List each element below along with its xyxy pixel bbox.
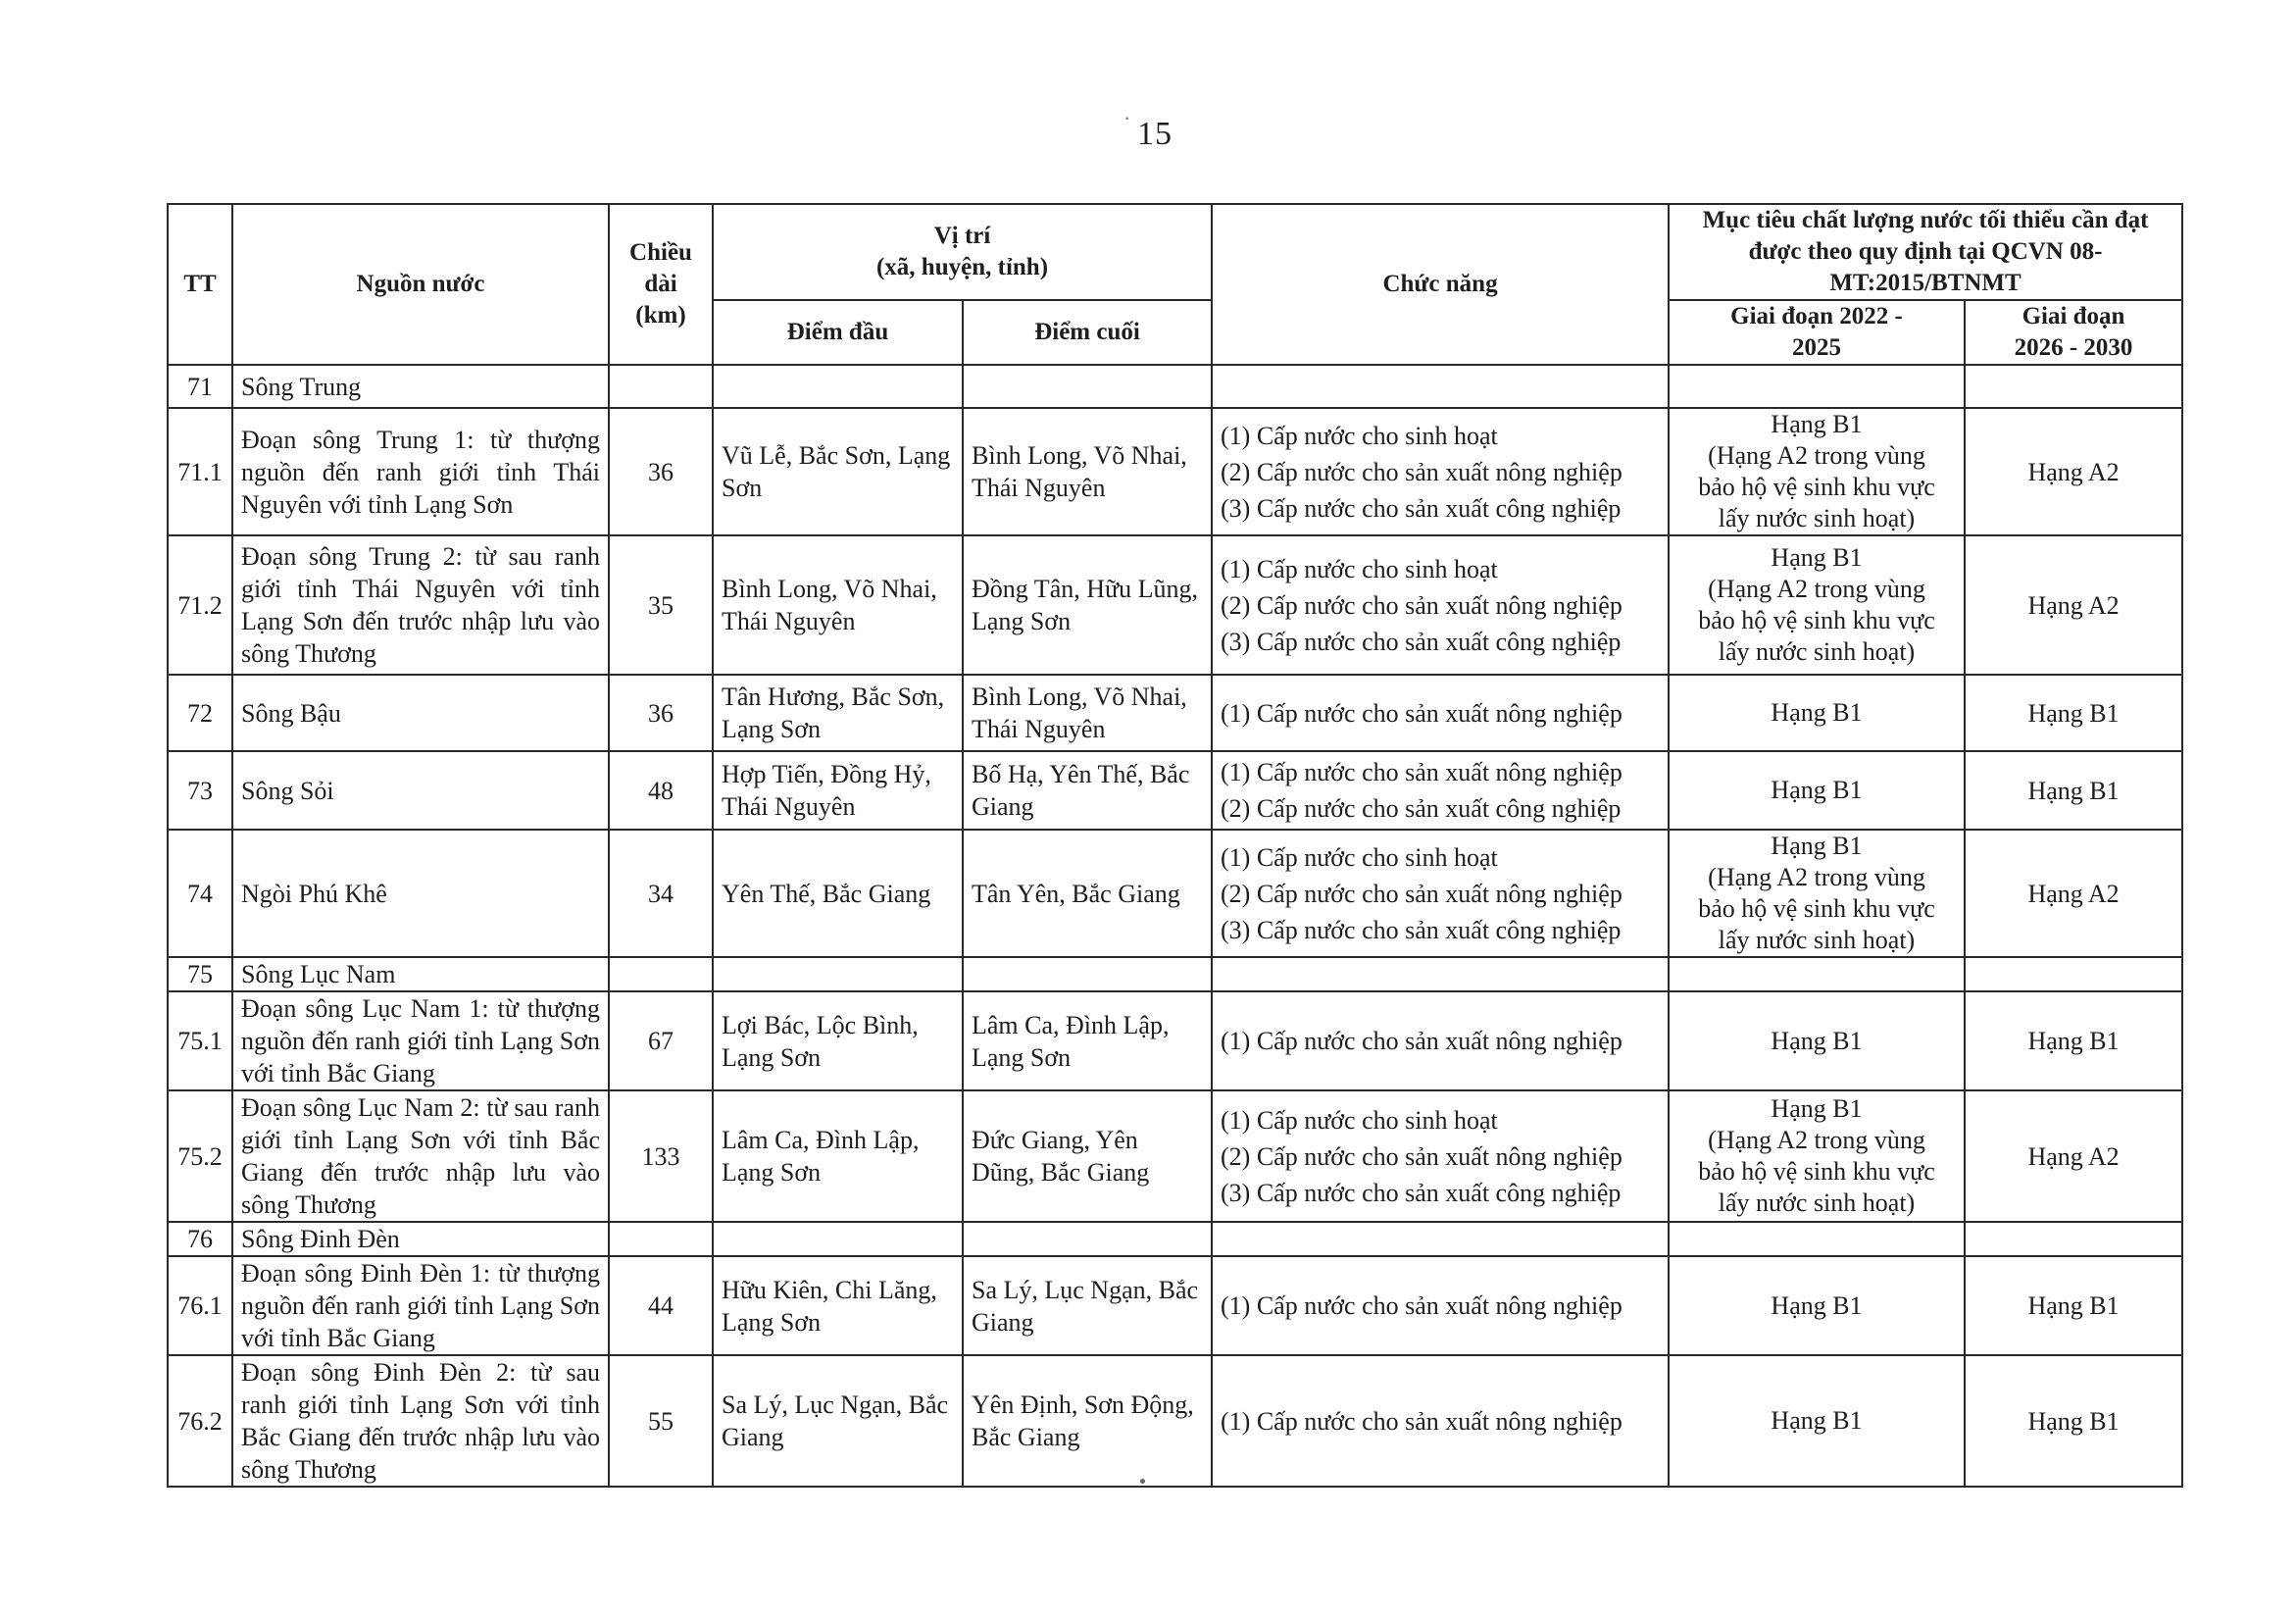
cell-empty: [1212, 365, 1669, 408]
function-item: (2) Cấp nước cho sản xuất nông nghiệp: [1221, 1141, 1622, 1171]
cell-phase2: Hạng B1: [1965, 991, 2182, 1090]
cell-empty: [1669, 1222, 1965, 1256]
cell-function: [1212, 1090, 1669, 1222]
function-item: (1) Cấp nước cho sản xuất nông nghiệp: [1221, 1027, 1622, 1055]
cell-empty: [1669, 957, 1965, 991]
cell-length: 44: [609, 1256, 713, 1355]
header-location: [713, 204, 1212, 300]
cell-function: [1212, 991, 1669, 1090]
cell-phase2: Hạng A2: [1965, 535, 2182, 675]
cell-tt: 71.2: [168, 535, 232, 675]
cell-end: Tân Yên, Bắc Giang: [963, 830, 1212, 957]
cell-source-name: Đoạn sông Đinh Đèn 1: từ thượng nguồn đến ranh giới tỉnh Lạng Sơn với tỉnh Bắc Giang: [232, 1256, 609, 1355]
function-item: (2) Cấp nước cho sản xuất nông nghiệp: [1221, 879, 1622, 908]
cell-empty: [1965, 365, 2182, 408]
cell-start: Tân Hương, Bắc Sơn, Lạng Sơn: [713, 675, 963, 751]
cell-source-name: Đoạn sông Trung 2: từ sau ranh giới tỉnh Thái Nguyên với tỉnh Lạng Sơn đến trước nhập lưu vào sông Thương: [232, 535, 609, 675]
cell-tt: 76.2: [168, 1355, 232, 1487]
cell-phase2: Hạng B1: [1965, 675, 2182, 751]
phase1-line: lấy nước sinh hoạt): [1718, 637, 1916, 666]
table-row: [168, 751, 2182, 830]
cell-empty: [713, 365, 963, 408]
cell-function: [1212, 1355, 1669, 1487]
cell-phase2: Hạng B1: [1965, 751, 2182, 830]
cell-empty: [609, 957, 713, 991]
function-item: (3) Cấp nước cho sản xuất công nghiệp: [1221, 627, 1622, 656]
cell-empty: [1212, 1222, 1669, 1256]
cell-empty: [713, 957, 963, 991]
cell-length: 35: [609, 535, 713, 675]
phase1-line: bảo hộ vệ sinh khu vực: [1698, 894, 1935, 923]
cell-source-name: Đoạn sông Đinh Đèn 2: từ sau ranh giới tỉnh Lạng Sơn với tỉnh Bắc Giang đến trước nhập lưu vào sông Thương: [232, 1355, 609, 1487]
cell-tt: 74: [168, 830, 232, 957]
header-end: Điểm cuối: [963, 300, 1212, 365]
phase1-line: (Hạng A2 trong vùng: [1708, 1126, 1925, 1154]
phase1-line: (Hạng A2 trong vùng: [1708, 441, 1925, 470]
cell-tt: 76: [168, 1222, 232, 1256]
phase1-line: lấy nước sinh hoạt): [1718, 926, 1916, 954]
cell-end: Đức Giang, Yên Dũng, Bắc Giang: [963, 1090, 1212, 1222]
cell-source-name: Ngòi Phú Khê: [232, 830, 609, 957]
cell-phase1: [1669, 1256, 1965, 1355]
phase1-line: Hạng B1: [1771, 776, 1863, 804]
cell-start: Hữu Kiên, Chi Lăng, Lạng Sơn: [713, 1256, 963, 1355]
cell-source-name: Sông Lục Nam: [232, 957, 609, 991]
cell-length: 67: [609, 991, 713, 1090]
cell-end: Bố Hạ, Yên Thế, Bắc Giang: [963, 751, 1212, 830]
cell-tt: 75: [168, 957, 232, 991]
cell-tt: 75.1: [168, 991, 232, 1090]
header-location-title: Vị trí: [933, 223, 991, 249]
phase1-line: Hạng B1: [1771, 543, 1863, 572]
cell-function: [1212, 1256, 1669, 1355]
cell-phase2: Hạng B1: [1965, 1355, 2182, 1487]
phase1-line: Hạng B1: [1771, 1406, 1863, 1435]
phase1-line: bảo hộ vệ sinh khu vực: [1698, 473, 1935, 501]
cell-tt: 71: [168, 365, 232, 408]
cell-source-name: Sông Bậu: [232, 675, 609, 751]
cell-start: Hợp Tiến, Đồng Hỷ, Thái Nguyên: [713, 751, 963, 830]
cell-start: Bình Long, Võ Nhai, Thái Nguyên: [713, 535, 963, 675]
phase1-line: bảo hộ vệ sinh khu vực: [1698, 606, 1935, 634]
cell-length: 36: [609, 408, 713, 535]
function-item: (3) Cấp nước cho sản xuất công nghiệp: [1221, 1178, 1622, 1207]
phase1-line: Hạng B1: [1771, 1094, 1863, 1123]
function-item: (1) Cấp nước cho sinh hoạt: [1221, 554, 1498, 583]
cell-length: 55: [609, 1355, 713, 1487]
cell-length: 133: [609, 1090, 713, 1222]
table-row: [168, 991, 2182, 1090]
table-body: [168, 365, 2182, 1487]
cell-phase1: [1669, 535, 1965, 675]
function-item: (3) Cấp nước cho sản xuất công nghiệp: [1221, 915, 1622, 944]
phase1-line: Hạng B1: [1771, 1026, 1863, 1055]
function-item: (1) Cấp nước cho sinh hoạt: [1221, 1105, 1498, 1135]
cell-phase1: [1669, 830, 1965, 957]
header-length: Chiều dài (km): [609, 204, 713, 365]
page-number: · 15: [1137, 116, 1173, 153]
cell-length: 48: [609, 751, 713, 830]
function-item: (1) Cấp nước cho sinh hoạt: [1221, 842, 1498, 872]
function-item: (1) Cấp nước cho sinh hoạt: [1221, 421, 1498, 450]
cell-phase2: Hạng B1: [1965, 1256, 2182, 1355]
header-phase1: Giai đoạn 2022 - 2025: [1669, 300, 1965, 365]
cell-length: 36: [609, 675, 713, 751]
table-row: [168, 675, 2182, 751]
table-row: [168, 957, 2182, 991]
water-quality-table: [167, 203, 2183, 1488]
cell-phase1: [1669, 1355, 1965, 1487]
cell-start: Lâm Ca, Đình Lập, Lạng Sơn: [713, 1090, 963, 1222]
cell-phase1: [1669, 408, 1965, 535]
cell-phase2: Hạng A2: [1965, 1090, 2182, 1222]
phase1-line: Hạng B1: [1771, 698, 1863, 727]
function-item: (3) Cấp nước cho sản xuất công nghiệp: [1221, 493, 1622, 523]
cell-empty: [963, 1222, 1212, 1256]
phase1-line: lấy nước sinh hoạt): [1718, 504, 1916, 532]
cell-function: [1212, 535, 1669, 675]
cell-source-name: Đoạn sông Lục Nam 1: từ thượng nguồn đến ranh giới tỉnh Lạng Sơn với tỉnh Bắc Giang: [232, 991, 609, 1090]
phase1-line: lấy nước sinh hoạt): [1718, 1188, 1916, 1217]
cell-empty: [1965, 1222, 2182, 1256]
cell-tt: 76.1: [168, 1256, 232, 1355]
phase1-line: Hạng B1: [1771, 1290, 1863, 1320]
table-row: [168, 830, 2182, 957]
cell-empty: [963, 957, 1212, 991]
cell-function: [1212, 675, 1669, 751]
cell-start: Yên Thế, Bắc Giang: [713, 830, 963, 957]
cell-tt: 72: [168, 675, 232, 751]
cell-end: Lâm Ca, Đình Lập, Lạng Sơn: [963, 991, 1212, 1090]
header-target: Mục tiêu chất lượng nước tối thiểu cần đạt được theo quy định tại QCVN 08-MT:2015/BTNMT: [1669, 204, 2182, 300]
phase1-line: Hạng B1: [1771, 832, 1863, 860]
table-row: [168, 1355, 2182, 1487]
header-source: Nguồn nước: [232, 204, 609, 365]
cell-empty: [713, 1222, 963, 1256]
cell-phase2: Hạng A2: [1965, 830, 2182, 957]
table-row: [168, 1222, 2182, 1256]
function-item: (2) Cấp nước cho sản xuất nông nghiệp: [1221, 457, 1622, 486]
cell-end: Đồng Tân, Hữu Lũng, Lạng Sơn: [963, 535, 1212, 675]
cell-phase1: [1669, 1090, 1965, 1222]
table-row: [168, 1256, 2182, 1355]
table-row: [168, 535, 2182, 675]
cell-phase1: [1669, 991, 1965, 1090]
cell-source-name: Sông Trung: [232, 365, 609, 408]
cell-length: 34: [609, 830, 713, 957]
header-tt: TT: [168, 204, 232, 365]
cell-end: Bình Long, Võ Nhai, Thái Nguyên: [963, 675, 1212, 751]
cell-empty: [609, 1222, 713, 1256]
cell-function: [1212, 830, 1669, 957]
cell-end: Bình Long, Võ Nhai, Thái Nguyên: [963, 408, 1212, 535]
cell-phase2: Hạng A2: [1965, 408, 2182, 535]
cell-source-name: Đoạn sông Trung 1: từ thượng nguồn đến ranh giới tỉnh Thái Nguyên với tỉnh Lạng Sơn: [232, 408, 609, 535]
table-row: [168, 365, 2182, 408]
cell-phase1: [1669, 751, 1965, 830]
cell-start: Sa Lý, Lục Ngạn, Bắc Giang: [713, 1355, 963, 1487]
table-row: [168, 408, 2182, 535]
cell-empty: [1965, 957, 2182, 991]
function-item: (2) Cấp nước cho sản xuất công nghiệp: [1221, 794, 1622, 823]
cell-end: Sa Lý, Lục Ngạn, Bắc Giang: [963, 1256, 1212, 1355]
cell-source-name: Đoạn sông Lục Nam 2: từ sau ranh giới tỉnh Lạng Sơn với tỉnh Bắc Giang đến trước nhập lưu vào sông Thương: [232, 1090, 609, 1222]
header-phase2: Giai đoạn 2026 - 2030: [1965, 300, 2182, 365]
header-function: Chức năng: [1212, 204, 1669, 365]
function-item: (1) Cấp nước cho sản xuất nông nghiệp: [1221, 758, 1622, 786]
phase1-line: bảo hộ vệ sinh khu vực: [1698, 1157, 1935, 1186]
function-item: (1) Cấp nước cho sản xuất nông nghiệp: [1221, 1291, 1622, 1320]
cell-empty: [1669, 365, 1965, 408]
cell-empty: [609, 365, 713, 408]
phase1-line: (Hạng A2 trong vùng: [1708, 575, 1925, 603]
cell-start: Lợi Bác, Lộc Bình, Lạng Sơn: [713, 991, 963, 1090]
cell-function: [1212, 751, 1669, 830]
cell-tt: 73: [168, 751, 232, 830]
cell-function: [1212, 408, 1669, 535]
cell-tt: 71.1: [168, 408, 232, 535]
cell-empty: [1212, 957, 1669, 991]
cell-source-name: Sông Đinh Đèn: [232, 1222, 609, 1256]
function-item: (2) Cấp nước cho sản xuất nông nghiệp: [1221, 590, 1622, 620]
phase1-line: Hạng B1: [1771, 410, 1863, 438]
function-item: (1) Cấp nước cho sản xuất nông nghiệp: [1221, 1406, 1622, 1436]
cell-phase1: [1669, 675, 1965, 751]
cell-source-name: Sông Sỏi: [232, 751, 609, 830]
header-location-sub: (xã, huyện, tỉnh): [875, 254, 1049, 280]
cell-start: Vũ Lễ, Bắc Sơn, Lạng Sơn: [713, 408, 963, 535]
phase1-line: (Hạng A2 trong vùng: [1708, 863, 1925, 891]
cell-tt: 75.2: [168, 1090, 232, 1222]
scan-dot: [1140, 1479, 1145, 1484]
function-item: (1) Cấp nước cho sản xuất nông nghiệp: [1221, 698, 1622, 728]
cell-end: Yên Định, Sơn Động, Bắc Giang: [963, 1355, 1212, 1487]
table-row: [168, 1090, 2182, 1222]
header-start: Điểm đầu: [713, 300, 963, 365]
cell-empty: [963, 365, 1212, 408]
